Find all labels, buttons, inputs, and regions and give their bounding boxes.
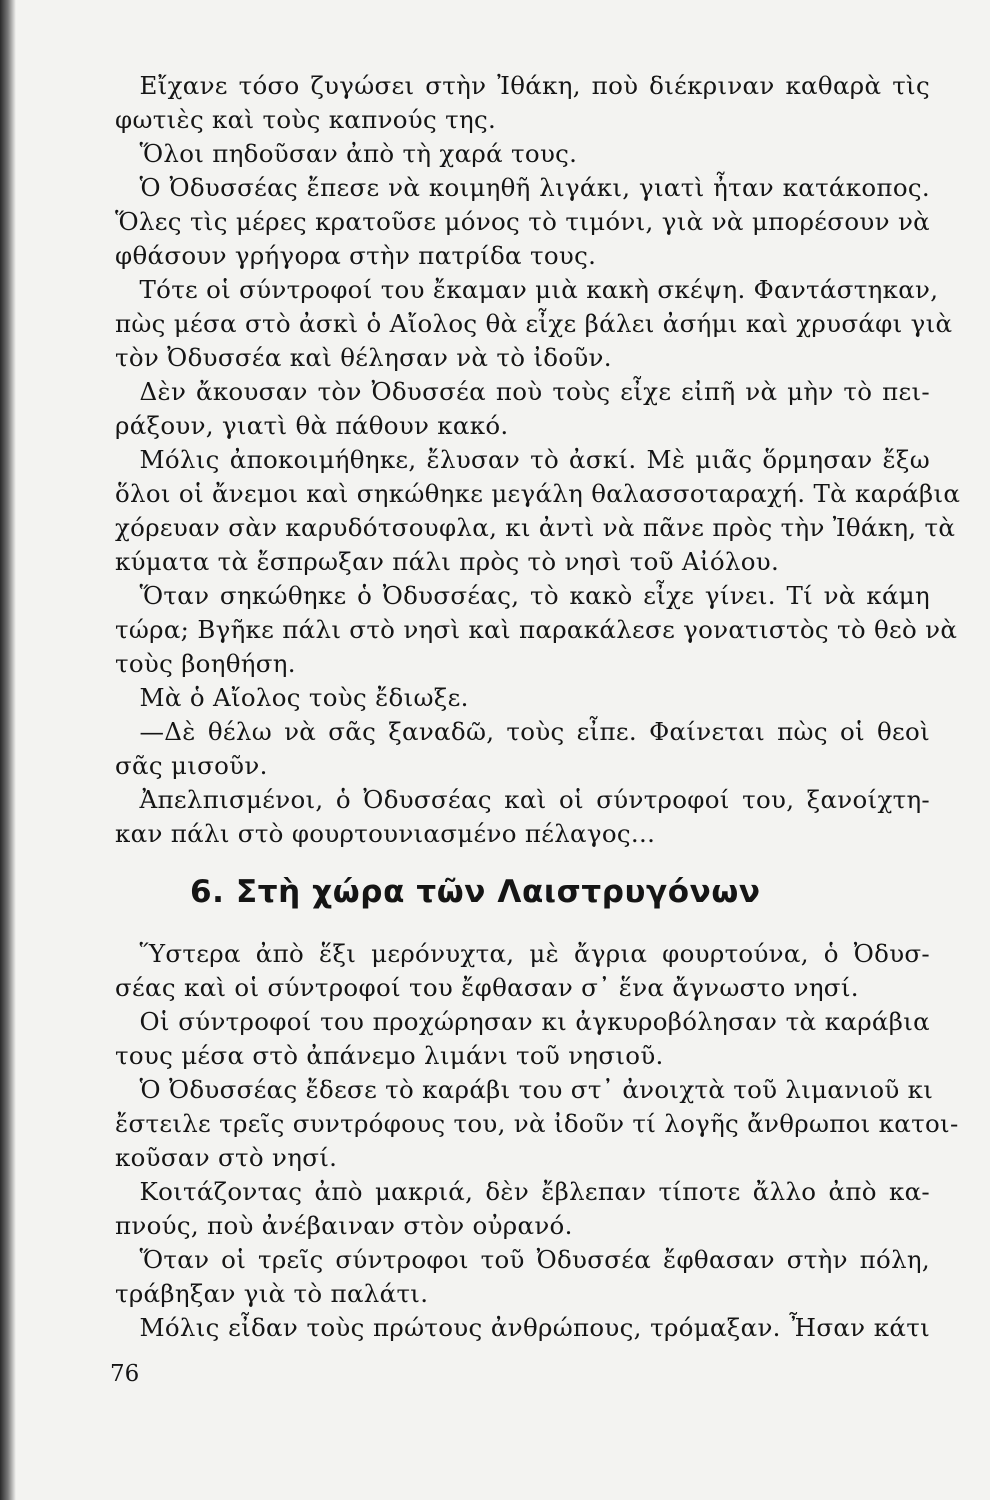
text-line: σᾶς μισοῦν. (115, 751, 268, 780)
text-line: Εἴχανε τόσο ζυγώσει στὴν Ἰθάκη, ποὺ διέκριναν καθαρὰ τὶς (139, 71, 930, 100)
text-line: ὅλοι οἱ ἄνεμοι καὶ σηκώθηκε μεγάλη θαλασσοταραχή. Τὰ καράβια (115, 479, 961, 508)
text-line: ἔστειλε τρεῖς συντρόφους του, νὰ ἰδοῦν τί λογῆς ἄνθρωποι κατοι- (115, 1109, 959, 1138)
text-line: Ὅλες τὶς μέρες κρατοῦσε μόνος τὸ τιμόνι, γιὰ νὰ μπορέσουν νὰ (115, 207, 930, 236)
page-number: 76 (110, 1361, 140, 1387)
text-line: Κοιτάζοντας ἀπὸ μακριά, δὲν ἔβλεπαν τίποτε ἄλλο ἀπὸ κα- (139, 1177, 930, 1206)
text-line: τους μέσα στὸ ἀπάνεμο λιμάνι τοῦ νησιοῦ. (115, 1041, 664, 1070)
text-line: Μόλις ἀποκοιμήθηκε, ἔλυσαν τὸ ἀσκί. Μὲ μιᾶς ὅρμησαν ἔξω (139, 445, 930, 474)
text-line: Ὁ Ὀδυσσέας ἔδεσε τὸ καράβι του στ᾽ ἀνοιχτὰ τοῦ λιμανιοῦ κι (139, 1075, 934, 1104)
text-line: κύματα τὰ ἔσπρωξαν πάλι πρὸς τὸ νησὶ τοῦ Αἰόλου. (115, 547, 780, 576)
text-line: Δὲν ἄκουσαν τὸν Ὀδυσσέα ποὺ τοὺς εἶχε εἰπῆ νὰ μὴν τὸ πει- (139, 377, 930, 406)
text-line: ράξουν, γιατὶ θὰ πάθουν κακό. (115, 411, 509, 440)
text-line: κοῦσαν στὸ νησί. (115, 1143, 338, 1172)
text-line: τὸν Ὀδυσσέα καὶ θέλησαν νὰ τὸ ἰδοῦν. (115, 343, 612, 372)
text-line: σέας καὶ οἱ σύντροφοί του ἔφθασαν σ᾽ ἕνα ἄγνωστο νησί. (115, 973, 859, 1002)
text-line: πὼς μέσα στὸ ἀσκὶ ὁ Αἴολος θὰ εἶχε βάλει ἀσήμι καὶ χρυσάφι γιὰ (115, 309, 953, 338)
text-line: φωτιὲς καὶ τοὺς καπνούς της. (115, 105, 497, 134)
text-line: χόρευαν σὰν καρυδότσουφλα, κι ἀντὶ νὰ πᾶνε πρὸς τὴν Ἰθάκη, τὰ (115, 513, 956, 542)
text-line: καν πάλι στὸ φουρτουνιασμένο πέλαγος... (115, 819, 656, 848)
text-line: τράβηξαν γιὰ τὸ παλάτι. (115, 1279, 429, 1308)
text-block-part2 (115, 937, 959, 1345)
text-line: Τότε οἱ σύντροφοί του ἔκαμαν μιὰ κακὴ σκέψη. Φαντάστηκαν, (139, 275, 939, 304)
text-line: Οἱ σύντροφοί του προχώρησαν κι ἀγκυροβόλησαν τὰ καράβια (139, 1007, 930, 1036)
text-line: Μόλις εἶδαν τοὺς πρώτους ἀνθρώπους, τρόμαξαν. Ἦσαν κάτι (139, 1313, 930, 1342)
chapter-heading: 6. Στὴ χώρα τῶν Λαιστρυγόνων (190, 874, 761, 910)
page-edge-shadow (0, 0, 16, 1500)
text-line: Ὅταν σηκώθηκε ὁ Ὀδυσσέας, τὸ κακὸ εἶχε γίνει. Τί νὰ κάμη (139, 581, 930, 610)
text-line: Ἀπελπισμένοι, ὁ Ὀδυσσέας καὶ οἱ σύντροφοί του, ξανοίχτη- (139, 785, 930, 814)
text-line: φθάσουν γρήγορα στὴν πατρίδα τους. (115, 241, 597, 270)
text-line: Ὁ Ὀδυσσέας ἔπεσε νὰ κοιμηθῆ λιγάκι, γιατὶ ἦταν κατάκοπος. (139, 173, 930, 202)
text-line: πνούς, ποὺ ἀνέβαιναν στὸν οὐρανό. (115, 1211, 573, 1240)
text-block-part1 (115, 69, 961, 851)
text-line: Μὰ ὁ Αἴολος τοὺς ἔδιωξε. (139, 683, 469, 712)
text-line: —Δὲ θέλω νὰ σᾶς ξαναδῶ, τοὺς εἶπε. Φαίνεται πὼς οἱ θεοὶ (139, 717, 930, 746)
text-line: τοὺς βοηθήση. (115, 649, 296, 678)
text-line: Ὅλοι πηδοῦσαν ἀπὸ τὴ χαρά τους. (139, 139, 578, 168)
text-line: Ὕστερα ἀπὸ ἕξι μερόνυχτα, μὲ ἄγρια φουρτούνα, ὁ Ὀδυσ- (139, 939, 930, 968)
text-line: τώρα; Βγῆκε πάλι στὸ νησὶ καὶ παρακάλεσε γονατιστὸς τὸ θεὸ νὰ (115, 615, 958, 644)
text-line: Ὅταν οἱ τρεῖς σύντροφοι τοῦ Ὀδυσσέα ἔφθασαν στὴν πόλη, (139, 1245, 930, 1274)
